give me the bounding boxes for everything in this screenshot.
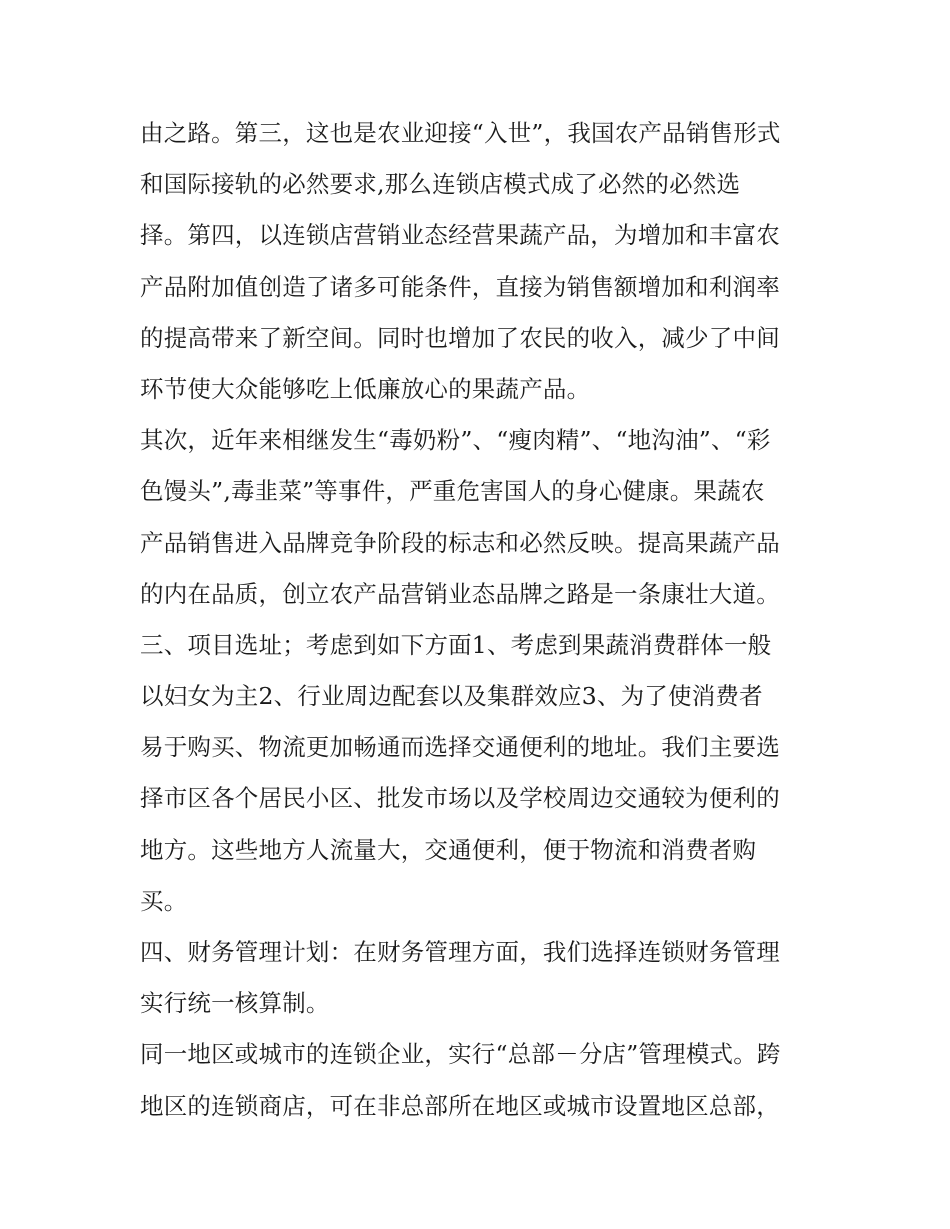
text-line: 地区的连锁商店，可在非总部所在地区或城市设置地区总部， xyxy=(140,1091,780,1120)
text-line: 同一地区或城市的连锁企业，实行“总部－分店”管理模式。跨 xyxy=(140,1040,781,1069)
text-line: 环节使大众能够吃上低廉放心的果蔬产品。 xyxy=(140,374,591,403)
text-line: 色馒头”,毒韭菜”等事件，严重危害国人的身心健康。果蔬农 xyxy=(140,477,765,506)
text-line: 以妇女为主2、行业周边配套以及集群效应3、为了使消费者 xyxy=(140,682,763,711)
text-line: 由之路。第三，这也是农业迎接“入世”，我国农产品销售形式 xyxy=(140,119,781,147)
text-line: 择市区各个居民小区、批发市场以及学校周边交通较为便利的 xyxy=(140,784,780,813)
body-text xyxy=(140,108,820,1132)
text-line: 产品销售进入品牌竞争阶段的标志和必然反映。提高果蔬产品 xyxy=(140,528,780,557)
text-line: 易于购买、物流更加畅通而选择交通便利的地址。我们主要选 xyxy=(140,733,780,762)
text-line: 四、财务管理计划：在财务管理方面，我们选择连锁财务管理 xyxy=(140,938,780,966)
text-line: 和国际接轨的必然要求,那么连锁店模式成了必然的必然选 xyxy=(140,170,741,199)
text-line: 其次，近年来相继发生“毒奶粉”、“瘦肉精”、“地沟油”、“彩 xyxy=(140,426,771,455)
text-line: 择。第四，以连锁店营销业态经营果蔬产品，为增加和丰富农 xyxy=(140,221,780,250)
text-line: 买。 xyxy=(140,886,188,915)
text-line: 的内在品质，创立农产品营销业态品牌之路是一条康壮大道。 xyxy=(140,579,780,608)
text-line: 产品附加值创造了诸多可能条件，直接为销售额增加和利润率 xyxy=(140,272,780,301)
text-line: 实行统一核算制。 xyxy=(140,989,330,1018)
text-line: 地方。这些地方人流量大，交通便利，便于物流和消费者购 xyxy=(140,835,757,864)
text-line: 三、项目选址；考虑到如下方面1、考虑到果蔬消费群体一般 xyxy=(140,630,772,659)
text-line: 的提高带来了新空间。同时也增加了农民的收入，减少了中间 xyxy=(140,323,780,352)
